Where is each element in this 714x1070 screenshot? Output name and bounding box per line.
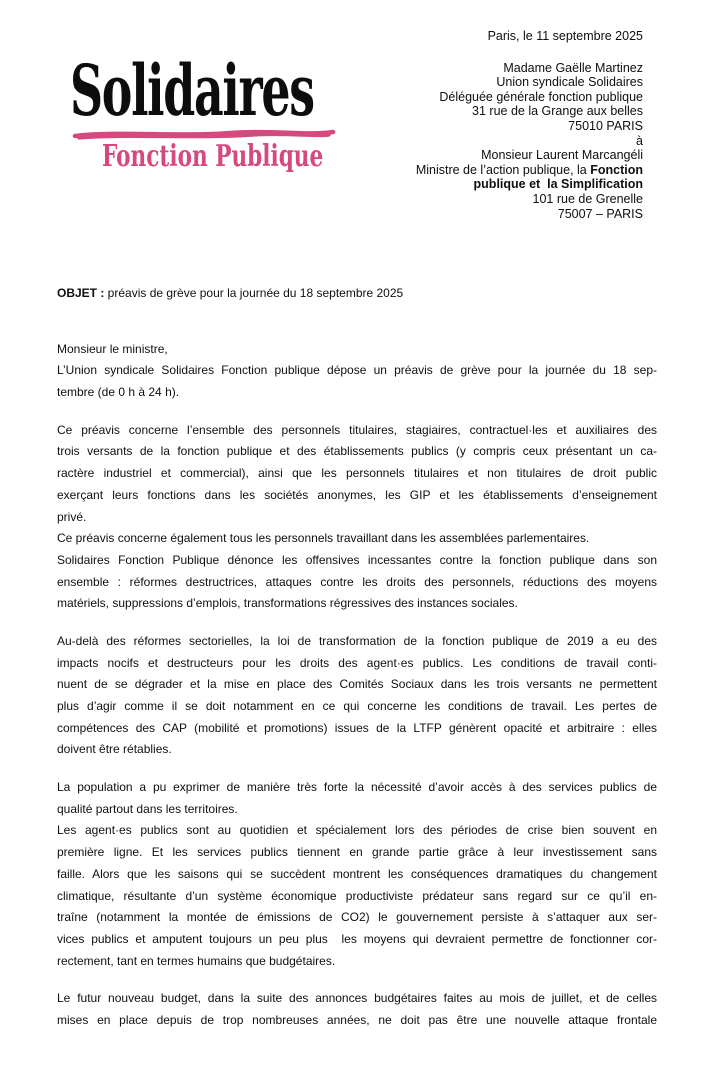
- text-line: Ce préavis concerne l’ensemble des personnels titulaires, stagiaires, contractuel·les et auxiliaires des: [57, 422, 657, 437]
- text-line: L’Union syndicale Solidaires Fonction publique dépose un préavis de grève pour la journée du 18 sep-: [57, 363, 657, 378]
- logo-subtitle: Fonction Publique: [102, 139, 324, 174]
- text-line: doivent être rétablies.: [57, 742, 172, 757]
- body-paragraph: [57, 528, 657, 615]
- text-line: impacts nocifs et destructeurs pour les droits des agent·es publics. Les conditions de travail conti-: [57, 655, 657, 670]
- letter-body: [57, 283, 657, 1032]
- body-paragraph: [57, 777, 657, 972]
- dateline: Paris, le 11 septembre 2025: [487, 29, 643, 43]
- text-line: Ce préavis concerne également tous les personnels travaillant dans les assemblées parlementaires.: [57, 531, 590, 546]
- address-line: 31 rue de la Grange aux belles: [472, 104, 643, 119]
- address-line: 101 rue de Grenelle: [532, 191, 643, 206]
- text-line: rectement, tant en termes humains que budgétaires.: [57, 953, 336, 968]
- text-line: tembre (de 0 h à 24 h).: [57, 385, 180, 400]
- address-line: Monsieur Laurent Marcangéli: [481, 148, 643, 163]
- text-line: Monsieur le ministre,: [57, 341, 168, 356]
- recipient-address: [416, 61, 643, 222]
- body-paragraph: [57, 339, 657, 404]
- address-line: 75010 PARIS: [568, 118, 643, 133]
- text-line: première ligne. Et les services publics tiennent en grande partie grâce à leur investissement sans: [57, 845, 657, 860]
- text-line: traîne (notamment la montée de émissions de CO2) le gouvernement persiste à s’attaquer aux ser-: [57, 910, 657, 925]
- address-line: Déléguée générale fonction publique: [439, 89, 643, 104]
- text-line: qualité partout dans les territoires.: [57, 801, 238, 816]
- text-line: privé.: [57, 509, 87, 524]
- text-line: La population a pu exprimer de manière très forte la nécessité d’avoir accès à des services publics de: [57, 780, 657, 795]
- text-line: faille. Alors que les saisons qui se succèdent montrent les conséquences dramatiques du changement: [57, 866, 657, 881]
- text-line: ractère industriel et commercial), ainsi que les personnels titulaires et non titulaires de droit public: [57, 466, 657, 481]
- body-paragraph: [57, 988, 657, 1031]
- text-line: vices publics et amputent toujours un peu plus les moyens qui devraient permettre de fonctionner cor-: [57, 931, 657, 946]
- logo-title: Solidaires: [70, 49, 314, 132]
- text-line: Au-delà des réformes sectorielles, la loi de transformation de la fonction publique de 2019 a eu des: [57, 633, 657, 648]
- subject-line: [57, 283, 657, 305]
- text-line: trois versants de la fonction publique et des établissements publics (y compris ceux présentant un ca-: [57, 444, 657, 459]
- text-line: matériels, suppressions d’emplois, transformations régressives des instances sociales.: [57, 596, 518, 611]
- text-line: plus d’agir comme il se doit notamment en ce qui concerne les conditions de travail. Les pertes de: [57, 699, 657, 714]
- text-line: nuent de se dégrader et la mise en place des Comités Sociaux dans les trois versants ne permettent: [57, 677, 657, 692]
- body-paragraph: [57, 420, 657, 528]
- solidaires-logo: [70, 49, 360, 174]
- address-line: publique et la Simplification: [473, 177, 643, 192]
- subject-label: OBJET :: [57, 286, 105, 300]
- body-paragraphs: [57, 339, 657, 1032]
- body-paragraph: [57, 631, 657, 761]
- text-line: exerçant leurs fonctions dans les sociétés anonymes, les GIP et les établissements d’enseignement: [57, 487, 657, 502]
- address-line: à: [636, 133, 643, 148]
- letter-header: [416, 29, 643, 221]
- text-line: climatique, résultante d’un système économique productiviste prédateur sans regard sur ce qu’il en-: [57, 888, 657, 903]
- text-line: mises en place depuis de trop nombreuses années, ne doit pas être une nouvelle attaque frontale: [57, 1012, 657, 1027]
- text-line: Les agent·es publics sont au quotidien et spécialement lors des périodes de crise bien souvent en: [57, 823, 657, 838]
- address-line: 75007 – PARIS: [557, 206, 643, 221]
- text-line: Solidaires Fonction Publique dénonce les offensives incessantes contre la fonction publique dans son: [57, 552, 657, 567]
- text-line: Le futur nouveau budget, dans la suite des annonces budgétaires faites au mois de juillet, et de celles: [57, 991, 657, 1006]
- text-line: ensemble : réformes destructrices, attaques contre les droits des personnels, réductions des moyens: [57, 574, 657, 589]
- address-line: Union syndicale Solidaires: [496, 75, 643, 90]
- address-line: Madame Gaëlle Martinez: [503, 60, 643, 75]
- subject-text: préavis de grève pour la journée du 18 septembre 2025: [104, 286, 404, 300]
- address-line: Ministre de l’action publique, la Fonction: [415, 162, 643, 177]
- text-line: compétences des CAP (mobilité et promotions) issues de la LTFP génèrent opacité et arbitraire : elles: [57, 720, 657, 735]
